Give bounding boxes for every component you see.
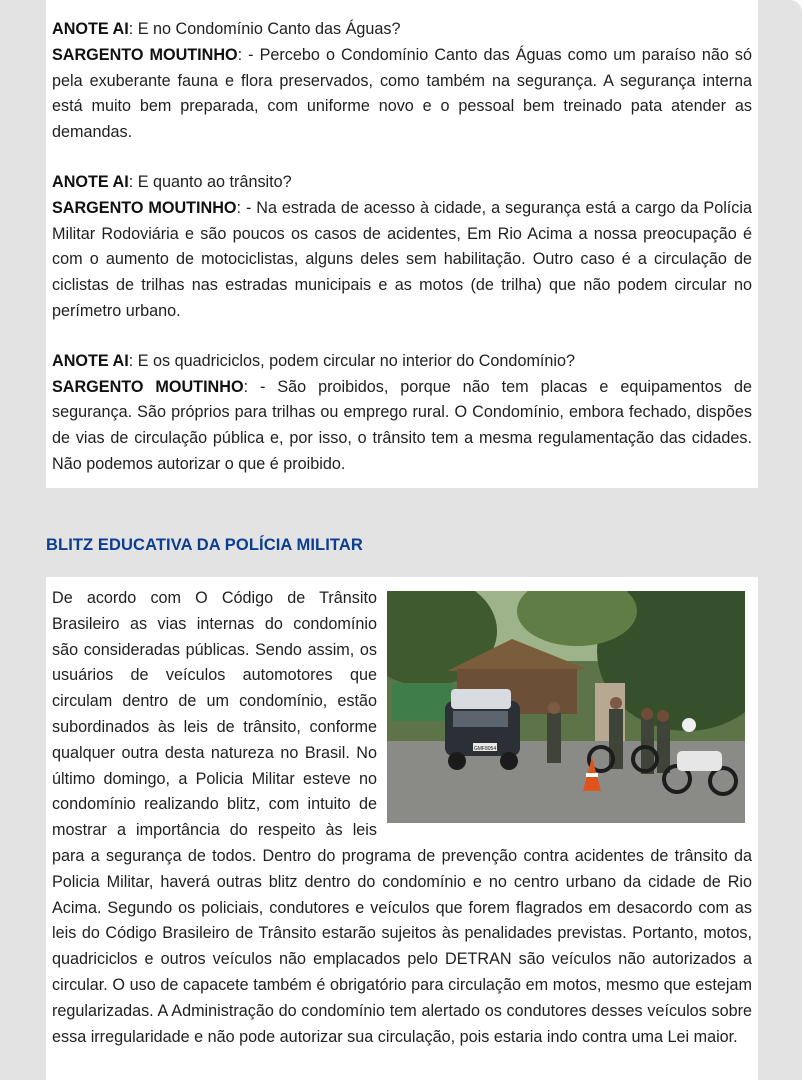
section-title: BLITZ EDUCATIVA DA POLÍCIA MILITAR: [46, 536, 363, 554]
question-text: : E no Condomínio Canto das Águas?: [128, 20, 401, 38]
question-line: [52, 170, 752, 196]
question-text: : E quanto ao trânsito?: [128, 172, 292, 191]
question-speaker: ANOTE AI: [52, 172, 129, 191]
answer-line: [52, 196, 752, 325]
answer-line: [52, 375, 752, 478]
question-speaker: ANOTE AI: [52, 20, 129, 38]
answer-line: [52, 43, 752, 146]
interview-card: [46, 0, 758, 488]
question-line: [52, 17, 752, 43]
answer-speaker: SARGENTO MOUTINHO: [52, 377, 244, 396]
question-speaker: ANOTE AI: [52, 351, 129, 370]
answer-text: : - São proibidos, porque não tem placas e equipamentos de segurança. São próprios para trilhas ou emprego rural. O Condomínio, embora fechado, dispões de vias de circulação pública e, por isso, o trânsito tem a mesma regulamentação das cidades. Não podemos autorizar o que é proibido.: [52, 377, 753, 473]
question-text: : E os quadriciclos, podem circular no interior do Condomínio?: [128, 351, 576, 370]
article-card: [46, 577, 758, 1080]
answer-speaker: SARGENTO MOUTINHO: [52, 198, 237, 217]
qa-block-2: [52, 170, 752, 325]
qa-block-1: [52, 17, 752, 146]
answer-text: : - Percebo o Condomínio Canto das Águas como um paraíso não só pela exuberante fauna e flora preservados, como também na segurança. A segurança interna está muito bem preparada, com uniforme novo e o pessoal bem treinado pata atender as demandas.: [52, 45, 752, 142]
blitz-photo: [387, 591, 745, 823]
police-blitz-image: [387, 591, 745, 823]
answer-text: : - Na estrada de acesso à cidade, a segurança está a cargo da Polícia Militar Rodoviária e são poucos os casos de acidentes, Em Rio Acima a nossa preocupação é com o aumento de motociclistas, alguns deles sem habilitação. Outro caso é a circulação de ciclistas de trilhas nas estradas municipais e as motos (de trilha) que não podem circular no perímetro urbano.: [52, 198, 752, 320]
qa-block-3: [52, 349, 752, 478]
answer-speaker: SARGENTO MOUTINHO: [52, 45, 238, 64]
question-line: [52, 349, 752, 375]
article-body: De acordo com O Código de Trânsito Brasileiro as vias internas do condomínio são consideradas públicas. Sendo assim, os usuários de veículos automotores que circulam dentro de um condomínio, estão subordinados às leis de trânsito, conforme qualquer outra desta natureza no Brasil. No último domingo, a Policia Militar esteve no condomínio realizando blitz, com intuito de mostrar a importância do respeito às leis para a segurança de todos. Dentro do programa de prevenção contra acidentes de trânsito da Policia Militar, haverá outras blitz dentro do condomínio e no centro urbano da cidade de Rio Acima. Segundo os policiais, condutores e veículos que forem flagrados em desacordo com as leis do Código Brasileiro de Trânsito estarão sujeitos às penalidades previstas. Portanto, motos, quadriciclos e outros veículos não emplacados pelo DETRAN são veículos não autorizados a circular. O uso de capacete também é obrigatório para circulação em motos, mesmo que estejam regularizadas. A Administração do condomínio tem alertado os condutores desses veículos sobre essa irregularidade e não pode autorizar sua circulação, pois estaria indo contra uma Lei maior.: [52, 589, 752, 1046]
license-plate: GMF8054: [473, 746, 497, 752]
